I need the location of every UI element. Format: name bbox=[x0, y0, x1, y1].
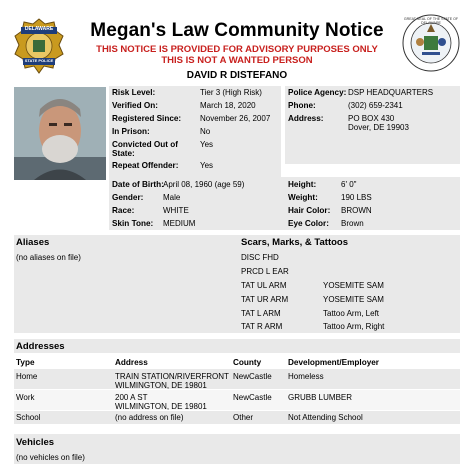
verified-on-value: March 18, 2020 bbox=[200, 101, 256, 110]
scars-heading: Scars, Marks, & Tattoos bbox=[241, 237, 349, 248]
repeat-offender-value: Yes bbox=[200, 161, 214, 170]
weight-label: Weight: bbox=[288, 193, 318, 202]
height-value: 6' 0" bbox=[341, 180, 357, 189]
police-agency-value: DSP HEADQUARTERS bbox=[348, 88, 434, 97]
skin-tone-value: MEDIUM bbox=[163, 219, 196, 228]
addr-type: School bbox=[16, 413, 41, 422]
convicted-out-value: Yes bbox=[200, 140, 214, 149]
addr-col-dev: Development/Employer bbox=[288, 358, 379, 367]
eye-color-label: Eye Color: bbox=[288, 219, 329, 228]
addr-county: NewCastle bbox=[233, 393, 272, 402]
race-label: Race: bbox=[112, 206, 135, 215]
aliases-heading: Aliases bbox=[16, 237, 50, 248]
hair-color-label: Hair Color: bbox=[288, 206, 331, 215]
convicted-out-label: Convicted Out of bbox=[112, 140, 178, 149]
offender-photo bbox=[14, 87, 106, 180]
dob-label: Date of Birth: bbox=[112, 180, 164, 189]
addr-line2: WILMINGTON, DE 19801 bbox=[115, 381, 207, 390]
risk-level-value: Tier 3 (High Risk) bbox=[200, 88, 262, 97]
addr-type: Work bbox=[16, 393, 35, 402]
police-agency-label: Police Agency: bbox=[288, 88, 347, 97]
scar-desc: Tattoo Arm, Left bbox=[323, 309, 380, 318]
addr-dev: Homeless bbox=[288, 372, 324, 381]
addr-col-type: Type bbox=[16, 358, 35, 367]
addr-col-county: County bbox=[233, 358, 262, 367]
phone-label: Phone: bbox=[288, 101, 316, 110]
scar-code: TAT R ARM bbox=[241, 322, 283, 331]
vehicles-empty: (no vehicles on file) bbox=[16, 453, 85, 462]
registered-since-value: November 26, 2007 bbox=[200, 114, 271, 123]
phone-value: (302) 659-2341 bbox=[348, 101, 403, 110]
addresses-heading-bar bbox=[14, 339, 460, 353]
seal-text: GREAT SEAL OF THE STATE OF DELAWARE bbox=[403, 17, 459, 25]
addr-line2: WILMINGTON, DE 19801 bbox=[115, 402, 207, 411]
race-value: WHITE bbox=[163, 206, 189, 215]
not-wanted-notice: THIS IS NOT A WANTED PERSON bbox=[161, 55, 313, 66]
addr-line1: 200 A ST bbox=[115, 393, 148, 402]
scar-desc: YOSEMITE SAM bbox=[323, 281, 384, 290]
scar-code: TAT UR ARM bbox=[241, 295, 289, 304]
verified-on-label: Verified On: bbox=[112, 101, 158, 110]
addr-type: Home bbox=[16, 372, 38, 381]
scar-code: DISC FHD bbox=[241, 253, 279, 262]
hair-color-value: BROWN bbox=[341, 206, 372, 215]
addr-line1: (no address on file) bbox=[115, 413, 184, 422]
badge-text-bottom: STATE POLICE bbox=[24, 58, 54, 63]
gender-value: Male bbox=[163, 193, 181, 202]
repeat-offender-label: Repeat Offender: bbox=[112, 161, 179, 170]
height-label: Height: bbox=[288, 180, 317, 189]
addr-col-address: Address bbox=[115, 358, 148, 367]
dob-value: April 08, 1960 (age 59) bbox=[163, 180, 245, 189]
addr-dev: Not Attending School bbox=[288, 413, 363, 422]
person-name: DAVID R DISTEFANO bbox=[186, 70, 288, 81]
registered-since-label: Registered Since: bbox=[112, 114, 182, 123]
in-prison-label: In Prison: bbox=[112, 127, 150, 136]
agency-address-line1: PO BOX 430 bbox=[348, 114, 395, 123]
scar-code: PRCD L EAR bbox=[241, 267, 289, 276]
aliases-scars-panel bbox=[14, 235, 460, 333]
aliases-empty: (no aliases on file) bbox=[16, 253, 81, 262]
agency-address-line2: Dover, DE 19903 bbox=[348, 123, 409, 132]
scar-code: TAT L ARM bbox=[241, 309, 281, 318]
addr-dev: GRUBB LUMBER bbox=[288, 393, 353, 402]
risk-level-label: Risk Level: bbox=[112, 88, 156, 97]
weight-value: 190 LBS bbox=[341, 193, 372, 202]
convicted-out-label-2: State: bbox=[112, 149, 135, 158]
scar-desc: Tattoo Arm, Right bbox=[323, 322, 385, 331]
page-title: Megan's Law Community Notice bbox=[90, 20, 384, 41]
advisory-notice: THIS NOTICE IS PROVIDED FOR ADVISORY PURPOSES ONLY bbox=[96, 44, 378, 55]
in-prison-value: No bbox=[200, 127, 211, 136]
gender-label: Gender: bbox=[112, 193, 144, 202]
addr-county: Other bbox=[233, 413, 254, 422]
scar-code: TAT UL ARM bbox=[241, 281, 287, 290]
badge-text-top: DELAWARE bbox=[24, 26, 54, 32]
addresses-heading: Addresses bbox=[16, 341, 65, 352]
skin-tone-label: Skin Tone: bbox=[112, 219, 154, 228]
eye-color-value: Brown bbox=[341, 219, 364, 228]
addr-county: NewCastle bbox=[233, 372, 272, 381]
address-label: Address: bbox=[288, 114, 324, 123]
scar-desc: YOSEMITE SAM bbox=[323, 295, 384, 304]
addr-line1: TRAIN STATION/RIVERFRONT bbox=[115, 372, 229, 381]
vehicles-heading: Vehicles bbox=[16, 437, 55, 448]
